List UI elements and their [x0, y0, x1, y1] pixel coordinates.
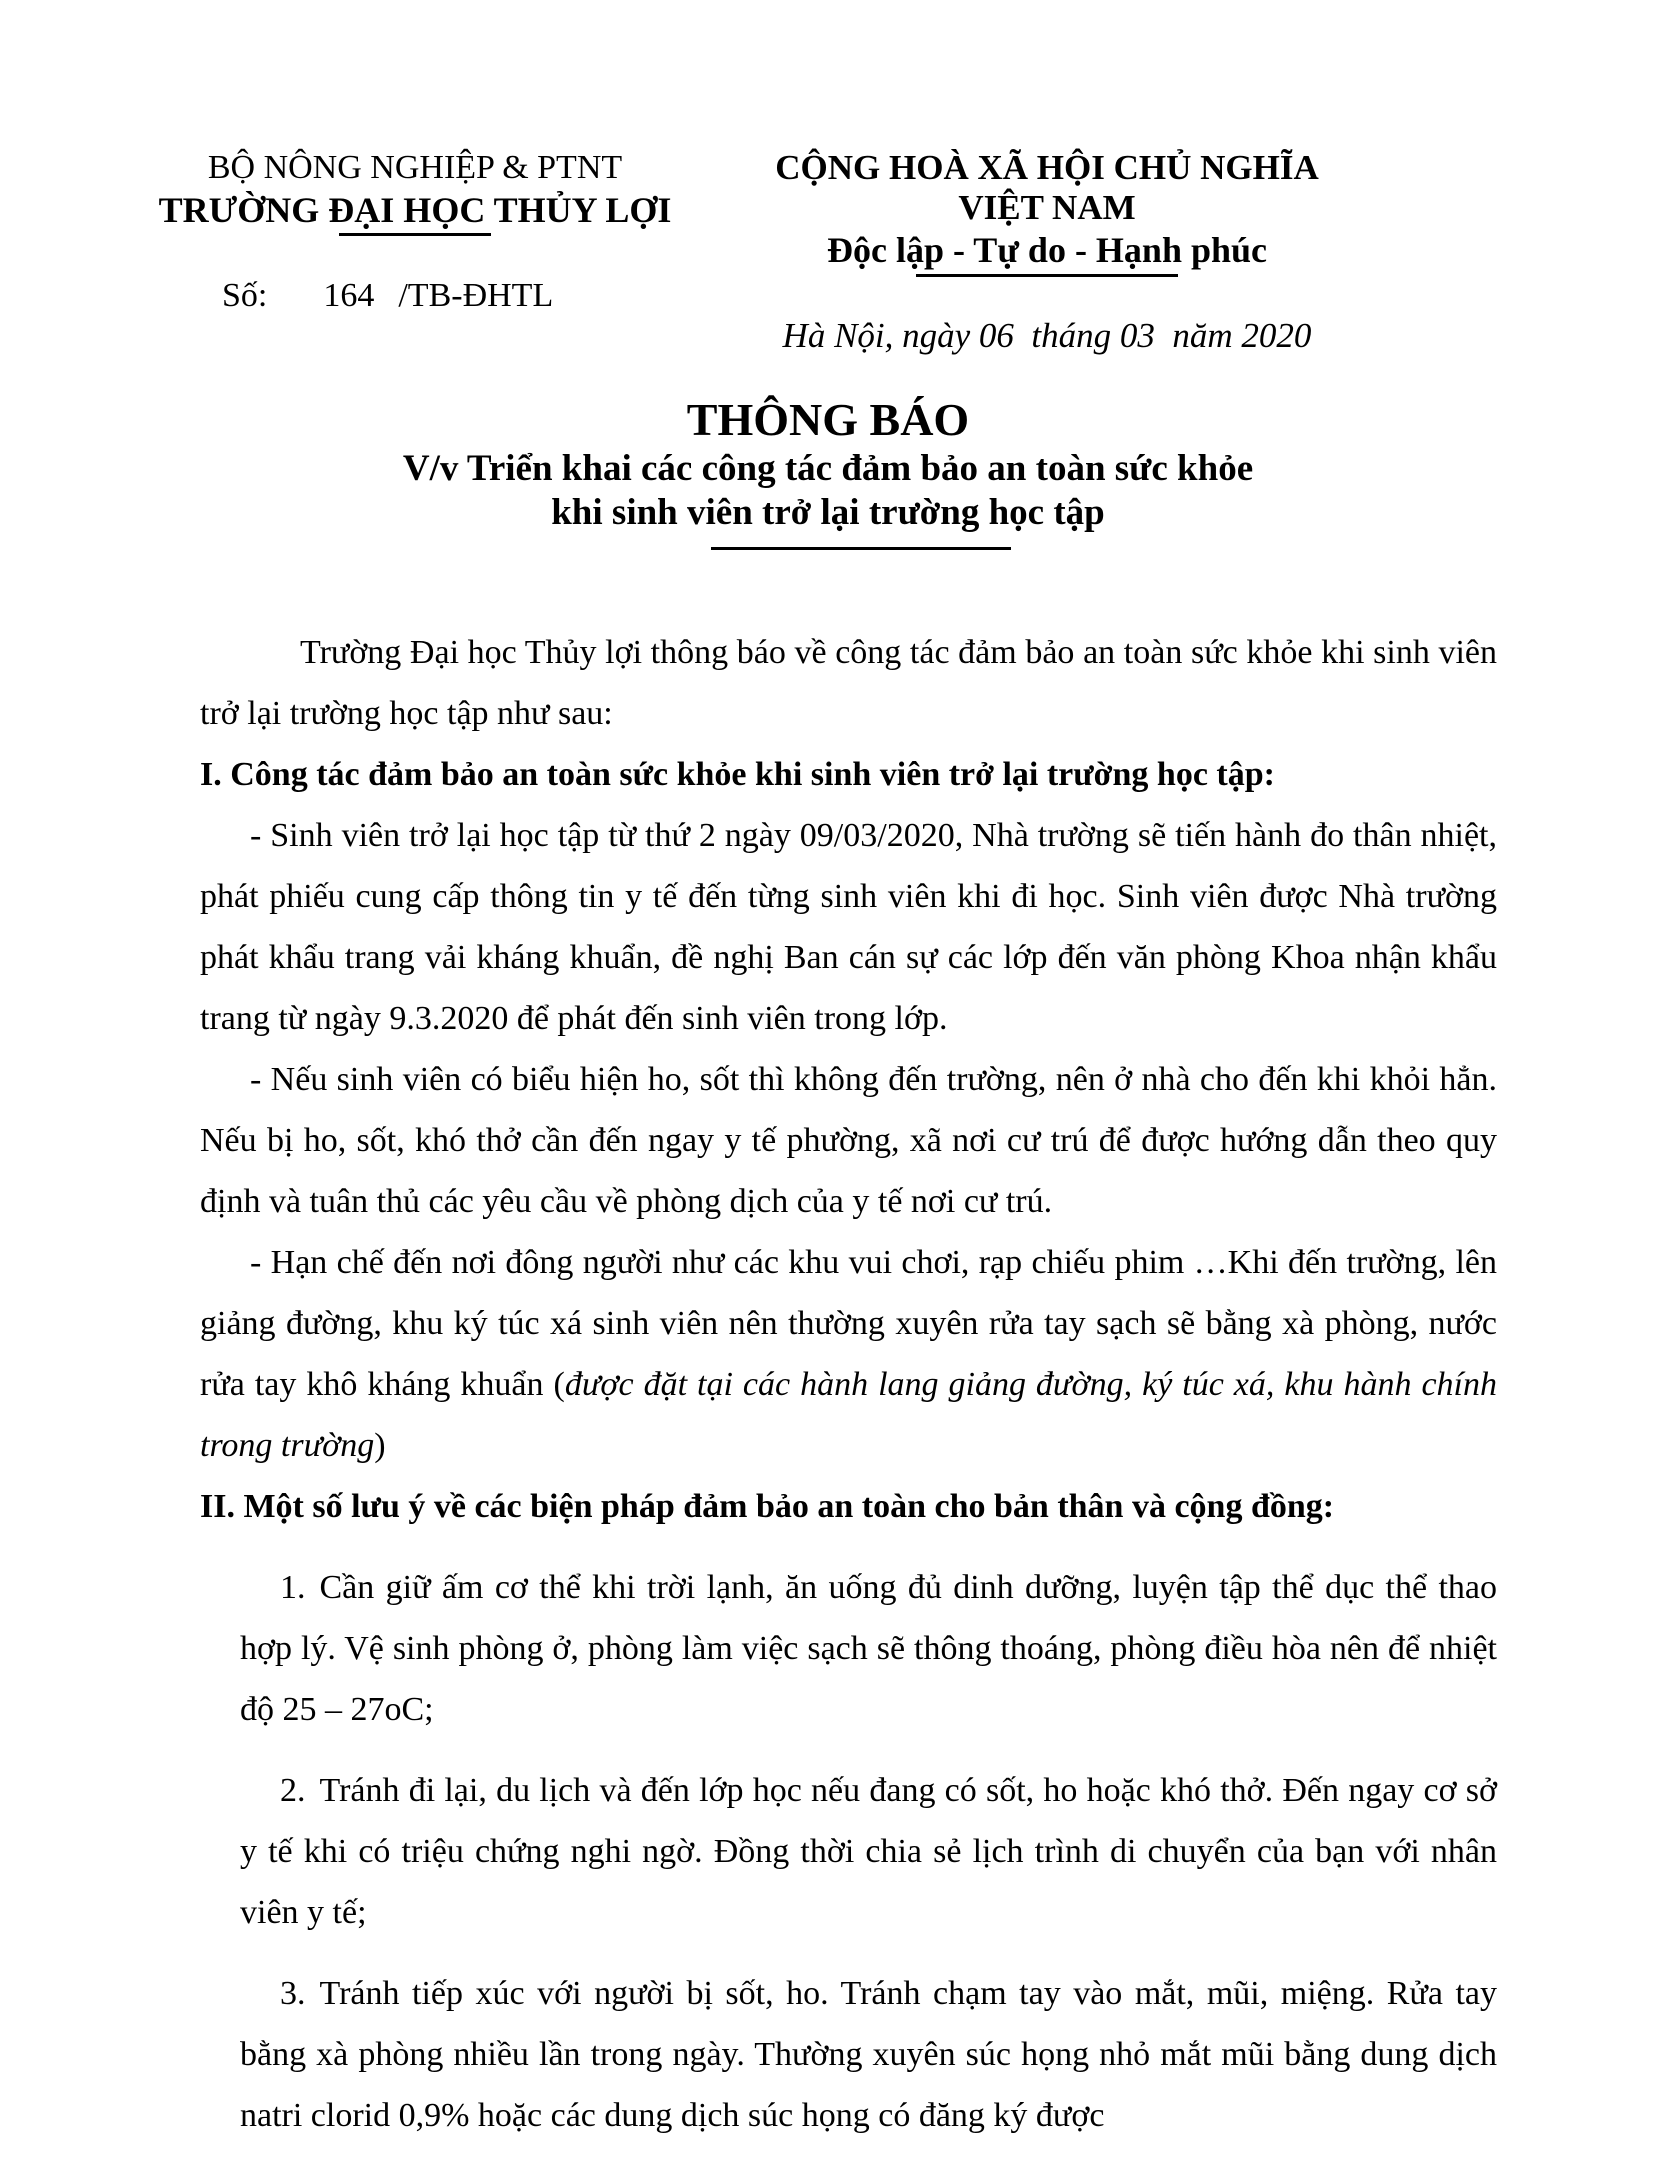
list-item-text: Cần giữ ấm cơ thể khi trời lạnh, ăn uống đủ dinh dưỡng, luyện tập thể dục thể thao hợp lý. Vệ sinh phòng ở, phòng làm việc sạch sẽ thông thoáng, phòng điều hòa nên để nhiệt độ 25 – 27oC; [240, 1569, 1497, 1728]
section1-heading: I. Công tác đảm bảo an toàn sức khỏe khi sinh viên trở lại trường học tập: [200, 756, 1275, 793]
section2-list [200, 1557, 1497, 2146]
section2-heading: II. Một số lưu ý về các biện pháp đảm bảo an toàn cho bản thân và cộng đồng: [200, 1488, 1335, 1525]
university-name: TRƯỜNG ĐẠI HỌC THỦY LỢI [158, 190, 672, 230]
list-item [240, 1760, 1497, 1943]
document-number-value: 164 [323, 277, 375, 314]
ministry-name: BỘ NÔNG NGHIỆP & PTNT [207, 149, 623, 186]
section1-paragraph-1: - Sinh viên trở lại học tập từ thứ 2 ngày 09/03/2020, Nhà trường sẽ tiến hành đo thân nhiệt, phát phiếu cung cấp thông tin y tế đến từng sinh viên khi đi học. Sinh viên được Nhà trường phát khẩu trang vải kháng khuẩn, đề nghị Ban cán sự các lớp đến văn phòng Khoa nhận khẩu trang từ ngày 9.3.2020 để phát đến sinh viên trong lớp. [200, 817, 1497, 1037]
motto-underline-rule [916, 274, 1178, 277]
section1-paragraph-3-text: - Hạn chế đến nơi đông người như các khu vui chơi, rạp chiếu phim …Khi đến trường, lên giảng đường, khu ký túc xá sinh viên nên thường xuyên rửa tay sạch sẽ bằng xà phòng, nước rửa tay khô kháng khuẩn ( [200, 1244, 1497, 1403]
intro-paragraph: Trường Đại học Thủy lợi thông báo về công tác đảm bảo an toàn sức khỏe khi sinh viên trở lại trường học tập như sau: [200, 634, 1497, 732]
list-item-number: 3. [280, 1975, 306, 2012]
title-underline-rule [711, 547, 1011, 550]
section1-paragraph-3 [200, 1232, 1497, 1476]
place-and-date: Hà Nội, ngày 06 tháng 03 năm 2020 [782, 316, 1312, 355]
title-block [0, 393, 1656, 550]
document-title: THÔNG BÁO [686, 394, 970, 445]
issuing-org-block [150, 148, 680, 357]
list-item-number: 2. [280, 1772, 306, 1809]
list-item-text: Tránh tiếp xúc với người bị sốt, ho. Tránh chạm tay vào mắt, mũi, miệng. Rửa tay bằng xà phòng nhiều lần trong ngày. Thường xuyên súc họng nhỏ mắt mũi bằng dung dịch natri clorid 0,9% hoặc các dung dịch súc họng có đăng ký được [240, 1975, 1497, 2134]
national-motto-line1: CỘNG HOÀ XÃ HỘI CHỦ NGHĨA VIỆT NAM [775, 148, 1319, 227]
document-body [0, 622, 1656, 2146]
section1-paragraph-3-italic-note: được đặt tại các hành lang giảng đường, ký túc xá, khu hành chính trong trường [200, 1366, 1497, 1464]
national-motto-line2: Độc lập - Tự do - Hạnh phúc [826, 230, 1268, 270]
org-underline-rule [339, 233, 491, 236]
national-header-block [767, 148, 1327, 357]
list-item [240, 1557, 1497, 1740]
document-number-label: Số: [222, 277, 268, 314]
document-number-suffix: /TB-ĐHTL [398, 277, 554, 314]
document-subtitle-line2: khi sinh viên trở lại trường học tập [551, 492, 1105, 533]
document-number-line [150, 276, 680, 316]
document-header [0, 0, 1656, 357]
list-item [240, 1963, 1497, 2146]
list-item-number: 1. [280, 1569, 306, 1606]
section1-paragraph-3-closing: ) [374, 1427, 386, 1464]
document-subtitle-line1: V/v Triển khai các công tác đảm bảo an toàn sức khỏe [402, 448, 1254, 489]
list-item-text: Tránh đi lại, du lịch và đến lớp học nếu đang có sốt, ho hoặc khó thở. Đến ngay cơ sở y tế khi có triệu chứng nghi ngờ. Đồng thời chia sẻ lịch trình di chuyển của bạn với nhân viên y tế; [240, 1772, 1497, 1931]
section1-paragraph-2: - Nếu sinh viên có biểu hiện ho, sốt thì không đến trường, nên ở nhà cho đến khi khỏi hẳn. Nếu bị ho, sốt, khó thở cần đến ngay y tế phường, xã nơi cư trú để được hướng dẫn theo quy định và tuân thủ các yêu cầu về phòng dịch của y tế nơi cư trú. [200, 1061, 1497, 1220]
